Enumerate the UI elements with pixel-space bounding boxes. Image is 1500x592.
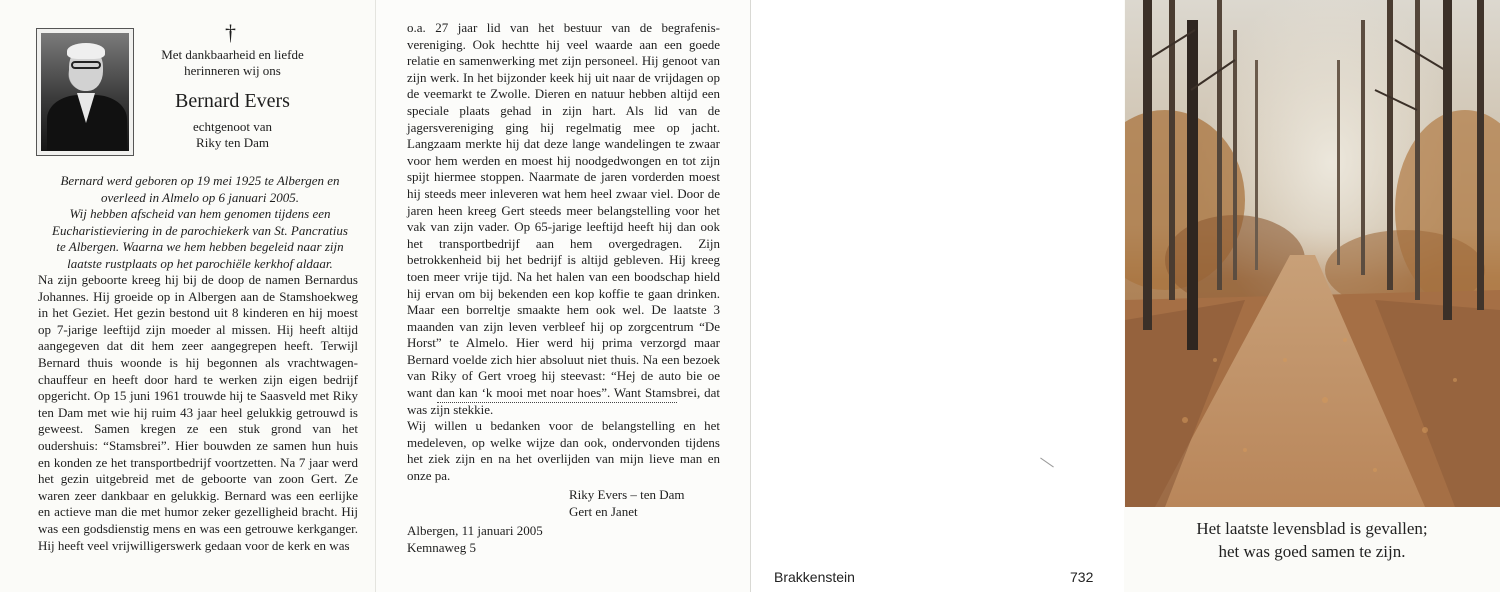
thank-you-text: Wij willen u bedanken voor de belangstelling en het medeleven, op welke wijze dan ook, ondervonden tijdens het ziek zijn en na het overlijden van mijn lieve man en onze pa. <box>407 418 720 483</box>
portrait-photo <box>36 28 134 156</box>
quote-line: Het laatste levensblad is gevallen; <box>1196 519 1428 538</box>
intro-line: herinneren wij ons <box>184 63 281 78</box>
publisher-name: Brakkenstein <box>774 569 855 585</box>
biography-part-1: Na zijn geboorte kreeg hij bij de doop de namen Bernardus Johannes. Hij groeide op in Albergen aan de Stamshoekweg in het Geziet. Het gezin bestond uit 8 kinderen en hij moest op 7-jarige leeftijd zijn moeder al missen. Hij heeft altijd aangegeven dat dit hem zeer aangegrepen heeft. Terwijl Bernard thuis woonde is hij begonnen als vrachtwagen-chauffeur en heeft door hard te werken zijn eigen bedrijf opgericht. Op 15 juni 1961 trouwde hij te Saasveld met Riky ten Dam met wie hij ruim 43 jaar heel gelukkig getrouwd is geweest. Samen kregen ze een stuk grond van het oudershuis: “Stamsbrei”. Hier bouwden ze samen hun huis en konden ze het transportbedrijf voortzetten. Na 7 jaar werd het gezin uitgebreid met de geboorte van zoon Gert. Ze waren zeer dankbaar en gelukkig. Bernard was een eerlijke en actieve man die met humor zeker gezelligheid bracht. Hij was een godsdienstig mens en was een getrouwe kerkganger. Hij heeft veel vrijwilligerswerk gedaan voor de kerk en was <box>38 272 358 553</box>
card-panel-back <box>750 0 1125 592</box>
spouse-line: Riky ten Dam <box>196 135 269 150</box>
place-date-line: Albergen, 11 januari 2005 <box>407 523 543 538</box>
italic-line: Eucharistieviering in de parochiekerk van St. Pancratius <box>52 222 348 238</box>
card-panel-front <box>0 0 375 592</box>
deceased-name: Bernard Evers <box>175 90 290 112</box>
spouse-text <box>140 119 325 151</box>
dotted-divider <box>437 402 677 403</box>
signature-line: Riky Evers – ten Dam <box>569 487 685 502</box>
paper-mark <box>1040 458 1054 468</box>
birth-death-text <box>40 173 360 273</box>
quote-line: het was goed samen te zijn. <box>1218 542 1406 561</box>
italic-line: Bernard werd geboren op 19 mei 1925 te Albergen en <box>60 173 340 188</box>
signature-line: Gert en Janet <box>569 504 638 519</box>
autumn-forest-image <box>1125 0 1500 507</box>
intro-text <box>140 47 325 79</box>
intro-line: Met dankbaarheid en liefde <box>161 47 304 62</box>
italic-line: te Albergen. Waarna we hem hebben begeleid naar zijn <box>56 239 344 255</box>
card-panel-inside <box>375 0 751 592</box>
italic-line: Wij hebben afscheid van hem genomen tijdens een <box>69 206 331 222</box>
address-line: Kemnaweg 5 <box>407 540 476 555</box>
italic-line: laatste rustplaats op het parochiële kerkhof aldaar. <box>67 255 333 271</box>
place-date-block <box>407 522 543 556</box>
card-number: 732 <box>1070 569 1094 585</box>
spouse-line: echtgenoot van <box>192 119 273 134</box>
card-panel-cover <box>1124 0 1500 592</box>
memorial-quote <box>1124 517 1500 563</box>
cross-icon: † <box>225 20 236 45</box>
italic-line: overleed in Almelo op 6 januari 2005. <box>101 189 299 205</box>
signature-block <box>569 486 685 520</box>
biography-part-2: o.a. 27 jaar lid van het bestuur van de begrafenis-vereniging. Ook hechtte hij veel waarde aan een goede relatie en samenwerking met zijn personeel. Hij genoot van zijn werk. In het bijzonder keek hij uit naar de vrijdagen op de veemarkt te Zwolle. Dieren en natuur hebben altijd een speciale plaats gehad in zijn hart. Als lid van de jagersvereniging ging hij regelmatig mee op jacht. Langzaam merkte hij dat deze lange wandelingen te zwaar voor hem werden en moest hij noodgedwongen en tot zijn spijt hiermee stoppen. Naarmate de jaren vorderden moest hij steeds meer inleveren wat hem heel zwaar viel. Door de jaren heen kreeg Gert steeds meer belangstelling voor het vak van zijn vader. Op 65-jarige leeftijd heeft hij dan ook het transportbedrijf aan hem overgedragen. Zijn betrokkenheid bij het bedrijf is altijd gebleven. Hij kreeg toen meer vrije tijd. Na het halen van een boodschap hield hij ervan om bij bekenden een kop koffie te gaan drinken. Maar een borreltje smaakte hem ook wel. De laatste 3 maanden van zijn leven verbleef hij op zorgcentrum “De Horst” te Almelo. Hier werd hij prima verzorgd maar Bernard voelde zich hier absoluut niet thuis. Na een bezoek van Riky of Gert vroeg hij steevast: “Hej de auto bie oe want dan kan ‘k mooi met noar hoes”. Want Stamsbrei, dat was zijn stekkie. <box>407 20 720 417</box>
